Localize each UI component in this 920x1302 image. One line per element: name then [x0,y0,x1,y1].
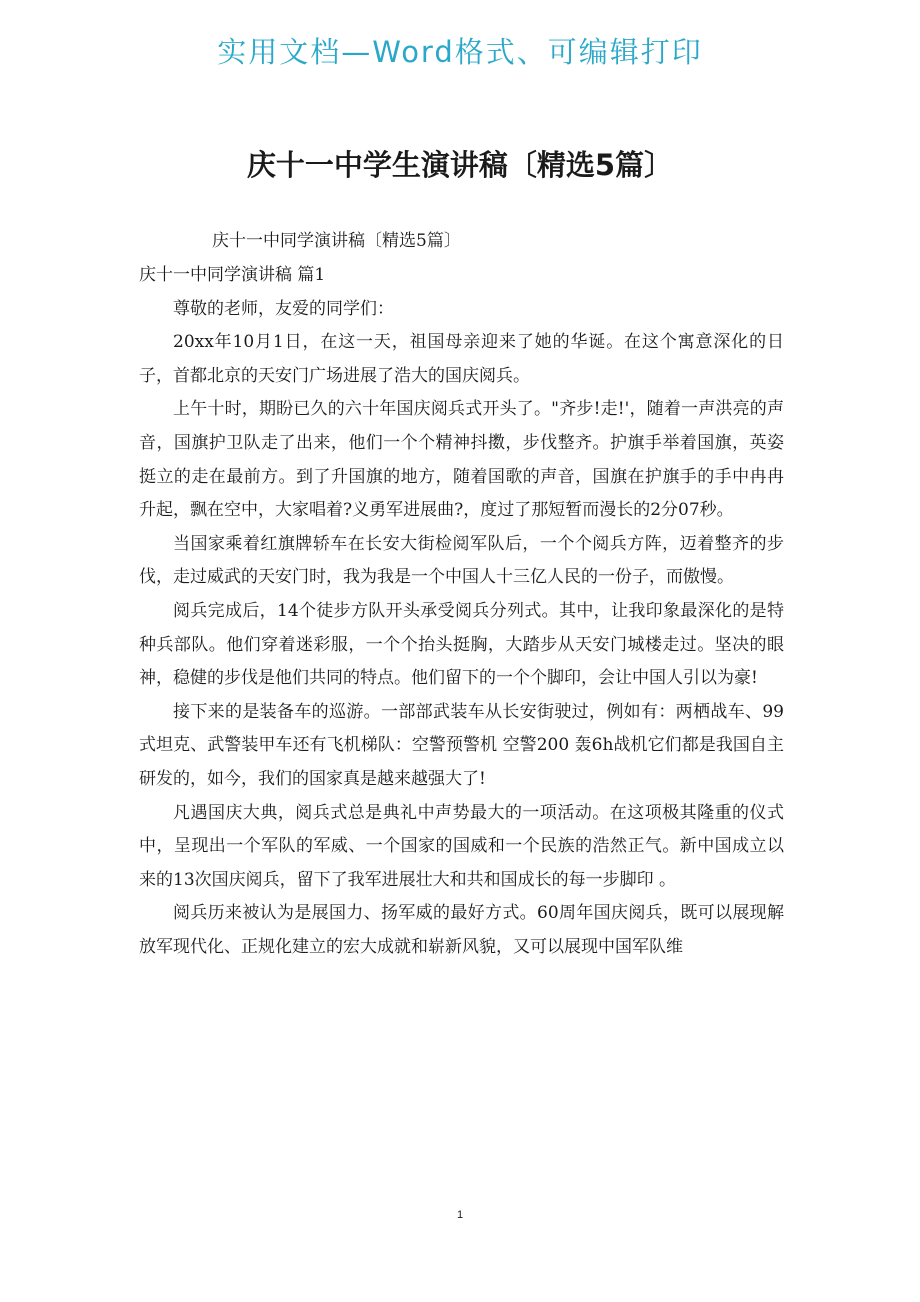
document-banner: 实用文档—Word格式、可编辑打印 [217,35,703,69]
document-subtitle: 庆十一中同学演讲稿〔精选5篇〕 [212,231,461,251]
paragraph: 上午十时，期盼已久的六十年国庆阅兵式开头了。"齐步!走!'，随着一声洪亮的声音，国旗护卫队走了出来，他们一个个精神抖擞，步伐整齐。护旗手举着国旗，英姿挺立的走在最前方。到了升国旗的地方，随着国歌的声音，国旗在护旗手的手中冉冉升起，飘在空中，大家唱着?义勇军进展曲?，度过了那短暂而漫长的2分07秒。 [139,399,784,521]
paragraph: 20xx年10月1日，在这一天，祖国母亲迎来了她的华诞。在这个寓意深化的日子，首都北京的天安门广场进展了浩大的国庆阅兵。 [139,332,784,386]
section-heading: 庆十一中同学演讲稿 篇1 [139,265,326,285]
paragraph: 接下来的是装备车的巡游。一部部武装车从长安街驶过，例如有：两栖战车、99式坦克、武警装甲车还有飞机梯队：空警预警机 空警200 轰6h战机它们都是我国自主研发的，如今，我们的国家真是越来越强大了! [139,701,784,789]
paragraph: 凡遇国庆大典，阅兵式总是典礼中声势最大的一项活动。在这项极其隆重的仪式中，呈现出一个军队的军威、一个国家的国威和一个民族的浩然正气。新中国成立以来的13次国庆阅兵，留下了我军进展壮大和共和国成长的每一步脚印 。 [139,802,784,890]
paragraph: 阅兵完成后，14个徒步方队开头承受阅兵分列式。其中，让我印象最深化的是特种兵部队。他们穿着迷彩服，一个个抬头挺胸，大踏步从天安门城楼走过。坚决的眼神，稳健的步伐是他们共同的特点。他们留下的一个个脚印，会让中国人引以为豪! [139,600,784,689]
page-number: 1 [456,1209,464,1221]
paragraph-greeting: 尊敬的老师，友爱的同学们： [173,298,394,319]
document-title: 庆十一中学生演讲稿〔精选5篇〕 [246,148,674,182]
paragraph: 阅兵历来被认为是展国力、扬军威的最好方式。60周年国庆阅兵，既可以展现解放军现代化、正规化建立的宏大成就和崭新风貌，又可以展现中国军队维 [139,903,784,957]
article-body [139,259,784,964]
paragraph: 当国家乘着红旗牌轿车在长安大街检阅军队后，一个个阅兵方阵，迈着整齐的步伐，走过威武的天安门时，我为我是一个中国人十三亿人民的一份子，而傲慢。 [139,533,784,588]
